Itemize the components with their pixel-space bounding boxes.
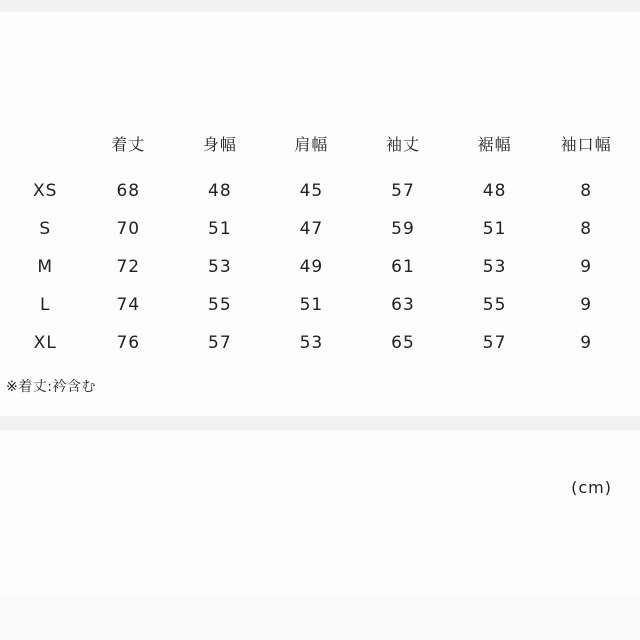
cell-mihaba: 51 — [208, 219, 232, 239]
cell-katahaba: 47 — [299, 219, 324, 239]
cell-kitake: 70 — [116, 219, 141, 239]
row-size-label: XS — [33, 181, 58, 201]
table-row — [8, 324, 632, 362]
cell-katahaba: 53 — [299, 333, 324, 353]
cell-susohaba: 51 — [482, 219, 507, 239]
cell-kitake: 68 — [116, 181, 141, 201]
cell-sodetake: 63 — [391, 295, 415, 315]
cell-sodeguchihaba: 9 — [580, 257, 593, 277]
row-size-label: L — [39, 295, 51, 315]
cell-susohaba: 55 — [482, 295, 507, 315]
cell-katahaba: 49 — [299, 257, 324, 277]
cell-kitake: 76 — [116, 333, 141, 353]
measurement-note: ※着丈:衿含む — [6, 379, 96, 395]
row-size-label: M — [37, 257, 54, 277]
header-sodetake: 袖丈 — [385, 135, 420, 154]
cell-sodetake: 59 — [391, 219, 415, 239]
mid-band — [0, 416, 640, 430]
cell-susohaba: 57 — [482, 333, 507, 353]
top-band — [0, 0, 640, 12]
header-katahaba: 肩幅 — [294, 135, 329, 154]
cell-kitake: 74 — [116, 295, 141, 315]
cell-kitake: 72 — [116, 257, 141, 277]
cell-sodetake: 61 — [391, 257, 415, 277]
cell-mihaba: 48 — [208, 181, 232, 201]
cell-sodeguchihaba: 9 — [580, 295, 593, 315]
cell-mihaba: 57 — [208, 333, 232, 353]
size-table-container — [8, 128, 632, 362]
cell-katahaba: 51 — [299, 295, 324, 315]
cell-susohaba: 53 — [482, 257, 507, 277]
cell-katahaba: 45 — [299, 181, 324, 201]
header-susohaba: 裾幅 — [477, 135, 512, 154]
cell-mihaba: 53 — [208, 257, 232, 277]
cell-sodeguchihaba: 9 — [580, 333, 593, 353]
table-body — [8, 172, 632, 362]
cell-sodeguchihaba: 8 — [580, 219, 593, 239]
header-mihaba: 身幅 — [202, 135, 237, 154]
row-size-label: XL — [33, 333, 57, 353]
header-kitake: 着丈 — [111, 135, 146, 154]
cell-sodetake: 65 — [391, 333, 415, 353]
table-header — [8, 128, 632, 172]
bottom-band — [0, 596, 640, 640]
table-row — [8, 248, 632, 286]
cell-sodetake: 57 — [391, 181, 415, 201]
cell-mihaba: 55 — [208, 295, 232, 315]
table-row — [8, 172, 632, 210]
cell-susohaba: 48 — [482, 181, 507, 201]
row-size-label: S — [39, 219, 52, 239]
header-sodeguchihaba: 袖口幅 — [560, 135, 612, 154]
cell-sodeguchihaba: 8 — [580, 181, 593, 201]
header-size — [8, 128, 82, 172]
size-table — [8, 128, 632, 362]
table-header-row — [8, 128, 632, 172]
unit-label: (cm) — [571, 478, 612, 497]
table-row — [8, 286, 632, 324]
table-row — [8, 210, 632, 248]
